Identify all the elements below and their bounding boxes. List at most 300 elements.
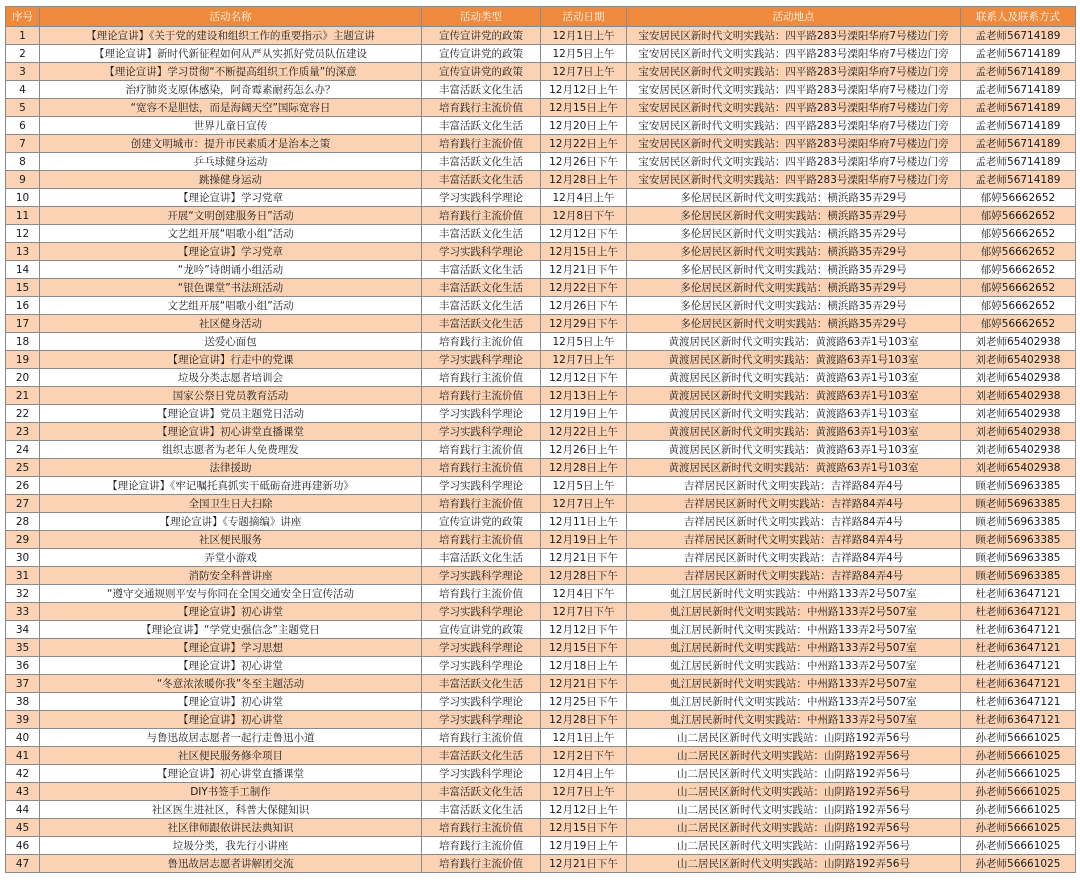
cell-contact: 杜老师63647121 <box>961 639 1076 657</box>
cell-activity-type: 丰富活跃文化生活 <box>422 747 541 765</box>
cell-activity-type: 培育践行主流价值 <box>422 135 541 153</box>
cell-activity-location: 山二居民区新时代文明实践站：山阴路192弄56号 <box>627 783 961 801</box>
cell-activity-date: 12月5日上午 <box>541 333 627 351</box>
cell-contact: 孟老师56714189 <box>961 153 1076 171</box>
table-row <box>6 315 1076 333</box>
cell-activity-location: 宝安居民区新时代文明实践站：四平路283号溧阳华府7号楼边门旁 <box>627 27 961 45</box>
cell-index: 18 <box>6 333 40 351</box>
cell-activity-type: 学习实践科学理论 <box>422 603 541 621</box>
table-row <box>6 387 1076 405</box>
cell-activity-location: 多伦居民区新时代文明实践站：横浜路35弄29号 <box>627 189 961 207</box>
cell-contact: 杜老师63647121 <box>961 657 1076 675</box>
table-row <box>6 117 1076 135</box>
cell-activity-name: 组织志愿者为老年人免费理发 <box>40 441 422 459</box>
cell-activity-date: 12月8日下午 <box>541 207 627 225</box>
cell-activity-date: 12月15日下午 <box>541 819 627 837</box>
cell-activity-type: 学习实践科学理论 <box>422 423 541 441</box>
cell-contact: 顾老师56963385 <box>961 495 1076 513</box>
table-row <box>6 63 1076 81</box>
table-row <box>6 261 1076 279</box>
cell-contact: 孙老师56661025 <box>961 801 1076 819</box>
cell-index: 34 <box>6 621 40 639</box>
cell-activity-date: 12月26日下午 <box>541 153 627 171</box>
cell-index: 11 <box>6 207 40 225</box>
table-row <box>6 747 1076 765</box>
cell-activity-date: 12月18日上午 <box>541 657 627 675</box>
table-row <box>6 855 1076 873</box>
cell-activity-type: 学习实践科学理论 <box>422 243 541 261</box>
cell-activity-date: 12月15日上午 <box>541 243 627 261</box>
cell-activity-location: 虬江居民新时代文明实践站：中州路133弄2号507室 <box>627 711 961 729</box>
cell-index: 44 <box>6 801 40 819</box>
cell-activity-location: 吉祥居民区新时代文明实践站：吉祥路84弄4号 <box>627 567 961 585</box>
cell-contact: 刘老师65402938 <box>961 387 1076 405</box>
cell-activity-name: 【理论宣讲】学习思想 <box>40 639 422 657</box>
cell-activity-date: 12月26日上午 <box>541 441 627 459</box>
cell-activity-name: “遵守交通规则平安与你同在全国交通安全日宣传活动 <box>40 585 422 603</box>
header-activity-type: 活动类型 <box>422 7 541 27</box>
cell-index: 35 <box>6 639 40 657</box>
cell-index: 3 <box>6 63 40 81</box>
cell-activity-date: 12月12日下午 <box>541 225 627 243</box>
cell-activity-type: 学习实践科学理论 <box>422 693 541 711</box>
cell-contact: 郁婷56662652 <box>961 207 1076 225</box>
cell-index: 41 <box>6 747 40 765</box>
table-row <box>6 513 1076 531</box>
cell-index: 31 <box>6 567 40 585</box>
cell-activity-name: 创建文明城市：提升市民素质才是治本之策 <box>40 135 422 153</box>
table-row <box>6 99 1076 117</box>
cell-activity-location: 宝安居民区新时代文明实践站：四平路283号溧阳华府7号楼边门旁 <box>627 45 961 63</box>
cell-contact: 刘老师65402938 <box>961 423 1076 441</box>
cell-activity-date: 12月1日上午 <box>541 27 627 45</box>
cell-activity-location: 黄渡居民区新时代文明实践站：黄渡路63弄1号103室 <box>627 405 961 423</box>
cell-index: 7 <box>6 135 40 153</box>
cell-activity-name: 文艺组开展“唱歌小组”活动 <box>40 297 422 315</box>
table-row <box>6 153 1076 171</box>
cell-contact: 郁婷56662652 <box>961 261 1076 279</box>
cell-index: 33 <box>6 603 40 621</box>
cell-index: 2 <box>6 45 40 63</box>
cell-index: 39 <box>6 711 40 729</box>
cell-activity-type: 学习实践科学理论 <box>422 657 541 675</box>
cell-activity-name: 社区医生进社区，科普大保健知识 <box>40 801 422 819</box>
cell-activity-date: 12月4日下午 <box>541 585 627 603</box>
cell-activity-location: 黄渡居民区新时代文明实践站：黄渡路63弄1号103室 <box>627 423 961 441</box>
cell-activity-date: 12月4日上午 <box>541 189 627 207</box>
cell-activity-date: 12月21日下午 <box>541 549 627 567</box>
table-row <box>6 477 1076 495</box>
cell-contact: 孟老师56714189 <box>961 81 1076 99</box>
cell-contact: 顾老师56963385 <box>961 477 1076 495</box>
cell-activity-name: 跳操健身运动 <box>40 171 422 189</box>
cell-activity-name: 【理论宣讲】学习党章 <box>40 189 422 207</box>
cell-index: 15 <box>6 279 40 297</box>
cell-activity-name: “银色课堂”书法班活动 <box>40 279 422 297</box>
cell-activity-name: 文艺组开展“唱歌小组”活动 <box>40 225 422 243</box>
cell-activity-location: 黄渡居民区新时代文明实践站：黄渡路63弄1号103室 <box>627 351 961 369</box>
cell-activity-date: 12月15日上午 <box>541 99 627 117</box>
cell-activity-location: 山二居民区新时代文明实践站：山阴路192弄56号 <box>627 837 961 855</box>
cell-activity-type: 学习实践科学理论 <box>422 711 541 729</box>
cell-contact: 杜老师63647121 <box>961 675 1076 693</box>
cell-activity-type: 学习实践科学理论 <box>422 405 541 423</box>
cell-index: 43 <box>6 783 40 801</box>
cell-activity-date: 12月11日上午 <box>541 513 627 531</box>
cell-contact: 刘老师65402938 <box>961 405 1076 423</box>
header-activity-location: 活动地点 <box>627 7 961 27</box>
cell-activity-date: 12月7日下午 <box>541 603 627 621</box>
table-row <box>6 27 1076 45</box>
cell-activity-name: 【理论宣讲】初心讲堂 <box>40 657 422 675</box>
cell-index: 46 <box>6 837 40 855</box>
cell-activity-name: 与鲁迅故居志愿者一起行走鲁迅小道 <box>40 729 422 747</box>
cell-activity-date: 12月21日下午 <box>541 261 627 279</box>
cell-activity-name: 弄堂小游戏 <box>40 549 422 567</box>
cell-activity-type: 丰富活跃文化生活 <box>422 549 541 567</box>
cell-activity-type: 丰富活跃文化生活 <box>422 81 541 99</box>
cell-activity-date: 12月12日下午 <box>541 369 627 387</box>
table-row <box>6 189 1076 207</box>
cell-contact: 孟老师56714189 <box>961 27 1076 45</box>
cell-activity-date: 12月25日下午 <box>541 693 627 711</box>
cell-activity-location: 多伦居民区新时代文明实践站：横浜路35弄29号 <box>627 225 961 243</box>
cell-activity-date: 12月28日下午 <box>541 711 627 729</box>
cell-contact: 孙老师56661025 <box>961 729 1076 747</box>
cell-index: 47 <box>6 855 40 873</box>
cell-contact: 孟老师56714189 <box>961 63 1076 81</box>
cell-activity-type: 培育践行主流价值 <box>422 855 541 873</box>
cell-activity-name: 社区便民服务修伞项目 <box>40 747 422 765</box>
cell-index: 21 <box>6 387 40 405</box>
cell-activity-date: 12月19日上午 <box>541 531 627 549</box>
cell-activity-name: 世界儿童日宣传 <box>40 117 422 135</box>
cell-index: 22 <box>6 405 40 423</box>
cell-activity-type: 丰富活跃文化生活 <box>422 675 541 693</box>
cell-contact: 郁婷56662652 <box>961 297 1076 315</box>
cell-activity-type: 丰富活跃文化生活 <box>422 171 541 189</box>
cell-activity-location: 黄渡居民区新时代文明实践站：黄渡路63弄1号103室 <box>627 459 961 477</box>
cell-activity-type: 培育践行主流价值 <box>422 333 541 351</box>
cell-index: 13 <box>6 243 40 261</box>
cell-activity-name: 开展“文明创建服务日”活动 <box>40 207 422 225</box>
cell-activity-date: 12月28日下午 <box>541 567 627 585</box>
cell-activity-date: 12月29日下午 <box>541 315 627 333</box>
cell-index: 30 <box>6 549 40 567</box>
cell-activity-type: 学习实践科学理论 <box>422 189 541 207</box>
cell-activity-name: 【理论宣讲】“学党史强信念”主题党日 <box>40 621 422 639</box>
cell-contact: 孟老师56714189 <box>961 171 1076 189</box>
cell-contact: 孟老师56714189 <box>961 99 1076 117</box>
cell-activity-type: 丰富活跃文化生活 <box>422 225 541 243</box>
cell-activity-location: 虬江居民新时代文明实践站：中州路133弄2号507室 <box>627 621 961 639</box>
table-row <box>6 837 1076 855</box>
cell-activity-type: 学习实践科学理论 <box>422 567 541 585</box>
cell-activity-location: 虬江居民新时代文明实践站：中州路133弄2号507室 <box>627 603 961 621</box>
table-row <box>6 603 1076 621</box>
cell-contact: 顾老师56963385 <box>961 567 1076 585</box>
cell-activity-name: 全国卫生日大扫除 <box>40 495 422 513</box>
cell-activity-type: 培育践行主流价值 <box>422 207 541 225</box>
cell-activity-date: 12月21日下午 <box>541 855 627 873</box>
table-row <box>6 531 1076 549</box>
cell-index: 26 <box>6 477 40 495</box>
cell-contact: 郁婷56662652 <box>961 243 1076 261</box>
cell-activity-type: 宣传宣讲党的政策 <box>422 621 541 639</box>
cell-activity-name: 社区便民服务 <box>40 531 422 549</box>
cell-activity-date: 12月20日上午 <box>541 117 627 135</box>
cell-activity-name: 送爱心面包 <box>40 333 422 351</box>
cell-activity-location: 山二居民区新时代文明实践站：山阴路192弄56号 <box>627 855 961 873</box>
cell-activity-type: 学习实践科学理论 <box>422 639 541 657</box>
cell-activity-date: 12月28日上午 <box>541 171 627 189</box>
cell-activity-name: 乒乓球健身运动 <box>40 153 422 171</box>
table-row <box>6 765 1076 783</box>
cell-activity-name: 【理论宣讲】《专题摘编》讲座 <box>40 513 422 531</box>
cell-activity-location: 宝安居民区新时代文明实践站：四平路283号溧阳华府7号楼边门旁 <box>627 153 961 171</box>
cell-activity-date: 12月7日上午 <box>541 495 627 513</box>
cell-activity-type: 培育践行主流价值 <box>422 495 541 513</box>
cell-activity-name: 【理论宣讲】初心讲堂 <box>40 693 422 711</box>
cell-contact: 孙老师56661025 <box>961 783 1076 801</box>
cell-index: 6 <box>6 117 40 135</box>
cell-contact: 杜老师63647121 <box>961 585 1076 603</box>
cell-index: 38 <box>6 693 40 711</box>
cell-contact: 刘老师65402938 <box>961 459 1076 477</box>
cell-activity-type: 丰富活跃文化生活 <box>422 783 541 801</box>
table-row <box>6 729 1076 747</box>
table-row <box>6 333 1076 351</box>
cell-activity-location: 山二居民区新时代文明实践站：山阴路192弄56号 <box>627 729 961 747</box>
cell-activity-location: 山二居民区新时代文明实践站：山阴路192弄56号 <box>627 765 961 783</box>
cell-activity-type: 丰富活跃文化生活 <box>422 315 541 333</box>
cell-activity-type: 丰富活跃文化生活 <box>422 261 541 279</box>
table-row <box>6 171 1076 189</box>
cell-activity-location: 虬江居民新时代文明实践站：中州路133弄2号507室 <box>627 657 961 675</box>
cell-contact: 杜老师63647121 <box>961 711 1076 729</box>
cell-activity-name: “宽容不是胆怯，而是海阔天空”国际宽容日 <box>40 99 422 117</box>
cell-activity-type: 宣传宣讲党的政策 <box>422 513 541 531</box>
table-row <box>6 369 1076 387</box>
cell-activity-date: 12月5日上午 <box>541 45 627 63</box>
cell-contact: 孙老师56661025 <box>961 819 1076 837</box>
cell-activity-type: 培育践行主流价值 <box>422 531 541 549</box>
cell-activity-location: 虬江居民新时代文明实践站：中州路133弄2号507室 <box>627 639 961 657</box>
cell-activity-name: 国家公祭日党员教育活动 <box>40 387 422 405</box>
cell-contact: 孙老师56661025 <box>961 747 1076 765</box>
cell-activity-location: 虬江居民新时代文明实践站：中州路133弄2号507室 <box>627 585 961 603</box>
cell-contact: 郁婷56662652 <box>961 225 1076 243</box>
table-row <box>6 405 1076 423</box>
cell-activity-date: 12月22日下午 <box>541 279 627 297</box>
cell-index: 4 <box>6 81 40 99</box>
cell-contact: 杜老师63647121 <box>961 621 1076 639</box>
cell-activity-name: “龙吟”诗朗诵小组活动 <box>40 261 422 279</box>
header-contact: 联系人及联系方式 <box>961 7 1076 27</box>
cell-activity-date: 12月28日上午 <box>541 459 627 477</box>
cell-contact: 孙老师56661025 <box>961 765 1076 783</box>
cell-activity-location: 虬江居民新时代文明实践站：中州路133弄2号507室 <box>627 675 961 693</box>
cell-activity-type: 培育践行主流价值 <box>422 441 541 459</box>
cell-contact: 顾老师56963385 <box>961 549 1076 567</box>
cell-activity-location: 宝安居民区新时代文明实践站：四平路283号溧阳华府7号楼边门旁 <box>627 117 961 135</box>
table-row <box>6 459 1076 477</box>
cell-activity-date: 12月19日上午 <box>541 405 627 423</box>
header-index: 序号 <box>6 7 40 27</box>
table-row <box>6 297 1076 315</box>
cell-activity-location: 黄渡居民区新时代文明实践站：黄渡路63弄1号103室 <box>627 441 961 459</box>
cell-activity-type: 培育践行主流价值 <box>422 459 541 477</box>
cell-activity-name: 治疗肺炎支原体感染，阿奇霉素耐药怎么办？ <box>40 81 422 99</box>
cell-activity-location: 多伦居民区新时代文明实践站：横浜路35弄29号 <box>627 297 961 315</box>
cell-activity-name: 【理论宣讲】党员主题党日活动 <box>40 405 422 423</box>
table-row <box>6 279 1076 297</box>
table-row <box>6 549 1076 567</box>
cell-activity-type: 培育践行主流价值 <box>422 387 541 405</box>
cell-activity-location: 山二居民区新时代文明实践站：山阴路192弄56号 <box>627 801 961 819</box>
table-row <box>6 585 1076 603</box>
cell-activity-type: 培育践行主流价值 <box>422 369 541 387</box>
cell-contact: 杜老师63647121 <box>961 603 1076 621</box>
schedule-table-container <box>5 6 1075 873</box>
cell-activity-type: 培育践行主流价值 <box>422 837 541 855</box>
cell-activity-type: 丰富活跃文化生活 <box>422 297 541 315</box>
cell-activity-date: 12月12日上午 <box>541 81 627 99</box>
cell-activity-type: 丰富活跃文化生活 <box>422 279 541 297</box>
cell-contact: 郁婷56662652 <box>961 315 1076 333</box>
cell-activity-type: 培育践行主流价值 <box>422 819 541 837</box>
cell-index: 14 <box>6 261 40 279</box>
cell-activity-location: 山二居民区新时代文明实践站：山阴路192弄56号 <box>627 747 961 765</box>
activity-schedule-table <box>5 6 1076 873</box>
cell-index: 16 <box>6 297 40 315</box>
cell-index: 32 <box>6 585 40 603</box>
cell-contact: 孟老师56714189 <box>961 135 1076 153</box>
cell-activity-location: 多伦居民区新时代文明实践站：横浜路35弄29号 <box>627 207 961 225</box>
cell-activity-date: 12月26日下午 <box>541 297 627 315</box>
table-row <box>6 693 1076 711</box>
cell-activity-type: 宣传宣讲党的政策 <box>422 27 541 45</box>
cell-activity-type: 丰富活跃文化生活 <box>422 801 541 819</box>
cell-index: 5 <box>6 99 40 117</box>
cell-activity-date: 12月19日上午 <box>541 837 627 855</box>
cell-activity-location: 山二居民区新时代文明实践站：山阴路192弄56号 <box>627 819 961 837</box>
cell-contact: 孟老师56714189 <box>961 117 1076 135</box>
cell-activity-date: 12月2日下午 <box>541 747 627 765</box>
cell-index: 1 <box>6 27 40 45</box>
cell-index: 40 <box>6 729 40 747</box>
cell-activity-location: 吉祥居民区新时代文明实践站：吉祥路84弄4号 <box>627 477 961 495</box>
table-row <box>6 243 1076 261</box>
cell-activity-type: 宣传宣讲党的政策 <box>422 63 541 81</box>
table-row <box>6 621 1076 639</box>
cell-activity-type: 培育践行主流价值 <box>422 729 541 747</box>
cell-index: 19 <box>6 351 40 369</box>
cell-index: 8 <box>6 153 40 171</box>
cell-activity-name: 【理论宣讲】行走中的党课 <box>40 351 422 369</box>
cell-activity-name: “冬意浓浓暖你我”冬至主题活动 <box>40 675 422 693</box>
cell-activity-date: 12月12日下午 <box>541 621 627 639</box>
cell-activity-type: 学习实践科学理论 <box>422 351 541 369</box>
cell-contact: 郁婷56662652 <box>961 279 1076 297</box>
cell-activity-date: 12月1日上午 <box>541 729 627 747</box>
table-row <box>6 567 1076 585</box>
cell-index: 37 <box>6 675 40 693</box>
cell-activity-date: 12月12日上午 <box>541 801 627 819</box>
cell-activity-date: 12月22日上午 <box>541 423 627 441</box>
table-row <box>6 441 1076 459</box>
cell-activity-name: 【理论宣讲】《牢记嘱托真抓实干砥砺奋进再建新功》 <box>40 477 422 495</box>
cell-index: 27 <box>6 495 40 513</box>
cell-activity-name: 【理论宣讲】《关于党的建设和组织工作的重要指示》主题宣讲 <box>40 27 422 45</box>
table-row <box>6 81 1076 99</box>
header-activity-date: 活动日期 <box>541 7 627 27</box>
cell-activity-location: 吉祥居民区新时代文明实践站：吉祥路84弄4号 <box>627 495 961 513</box>
cell-activity-name: 【理论宣讲】学习贯彻“不断提高组织工作质量”的深意 <box>40 63 422 81</box>
table-row <box>6 675 1076 693</box>
table-row <box>6 711 1076 729</box>
cell-activity-date: 12月21日下午 <box>541 675 627 693</box>
cell-index: 9 <box>6 171 40 189</box>
cell-activity-date: 12月7日上午 <box>541 63 627 81</box>
cell-contact: 孙老师56661025 <box>961 855 1076 873</box>
table-row <box>6 225 1076 243</box>
cell-activity-name: 【理论宣讲】学习党章 <box>40 243 422 261</box>
cell-index: 24 <box>6 441 40 459</box>
cell-activity-location: 吉祥居民区新时代文明实践站：吉祥路84弄4号 <box>627 549 961 567</box>
cell-activity-type: 培育践行主流价值 <box>422 585 541 603</box>
cell-index: 10 <box>6 189 40 207</box>
cell-activity-date: 12月7日上午 <box>541 351 627 369</box>
cell-activity-type: 学习实践科学理论 <box>422 477 541 495</box>
cell-index: 28 <box>6 513 40 531</box>
cell-activity-location: 虬江居民新时代文明实践站：中州路133弄2号507室 <box>627 693 961 711</box>
cell-activity-date: 12月22日上午 <box>541 135 627 153</box>
cell-index: 45 <box>6 819 40 837</box>
cell-activity-name: 【理论宣讲】初心讲堂 <box>40 711 422 729</box>
cell-activity-location: 宝安居民区新时代文明实践站：四平路283号溧阳华府7号楼边门旁 <box>627 81 961 99</box>
cell-index: 25 <box>6 459 40 477</box>
cell-index: 29 <box>6 531 40 549</box>
cell-contact: 顾老师56963385 <box>961 513 1076 531</box>
cell-activity-location: 宝安居民区新时代文明实践站：四平路283号溧阳华府7号楼边门旁 <box>627 99 961 117</box>
cell-activity-name: 【理论宣讲】新时代新征程如何从严从实抓好党员队伍建设 <box>40 45 422 63</box>
cell-contact: 郁婷56662652 <box>961 189 1076 207</box>
cell-activity-date: 12月13日上午 <box>541 387 627 405</box>
cell-activity-name: 社区健身活动 <box>40 315 422 333</box>
cell-index: 12 <box>6 225 40 243</box>
cell-activity-name: 垃圾分类，我先行小讲座 <box>40 837 422 855</box>
cell-activity-name: 法律援助 <box>40 459 422 477</box>
cell-activity-name: DIY书签手工制作 <box>40 783 422 801</box>
cell-activity-location: 宝安居民区新时代文明实践站：四平路283号溧阳华府7号楼边门旁 <box>627 171 961 189</box>
table-row <box>6 639 1076 657</box>
cell-activity-location: 黄渡居民区新时代文明实践站：黄渡路63弄1号103室 <box>627 369 961 387</box>
cell-activity-location: 黄渡居民区新时代文明实践站：黄渡路63弄1号103室 <box>627 333 961 351</box>
cell-contact: 刘老师65402938 <box>961 333 1076 351</box>
cell-activity-type: 宣传宣讲党的政策 <box>422 45 541 63</box>
cell-activity-location: 多伦居民区新时代文明实践站：横浜路35弄29号 <box>627 315 961 333</box>
cell-contact: 刘老师65402938 <box>961 441 1076 459</box>
cell-contact: 刘老师65402938 <box>961 351 1076 369</box>
cell-contact: 刘老师65402938 <box>961 369 1076 387</box>
cell-activity-name: 【理论宣讲】初心讲堂直播课堂 <box>40 423 422 441</box>
cell-activity-name: 【理论宣讲】初心讲堂 <box>40 603 422 621</box>
table-row <box>6 819 1076 837</box>
cell-activity-location: 宝安居民区新时代文明实践站：四平路283号溧阳华府7号楼边门旁 <box>627 135 961 153</box>
table-row <box>6 135 1076 153</box>
cell-activity-date: 12月7日上午 <box>541 783 627 801</box>
